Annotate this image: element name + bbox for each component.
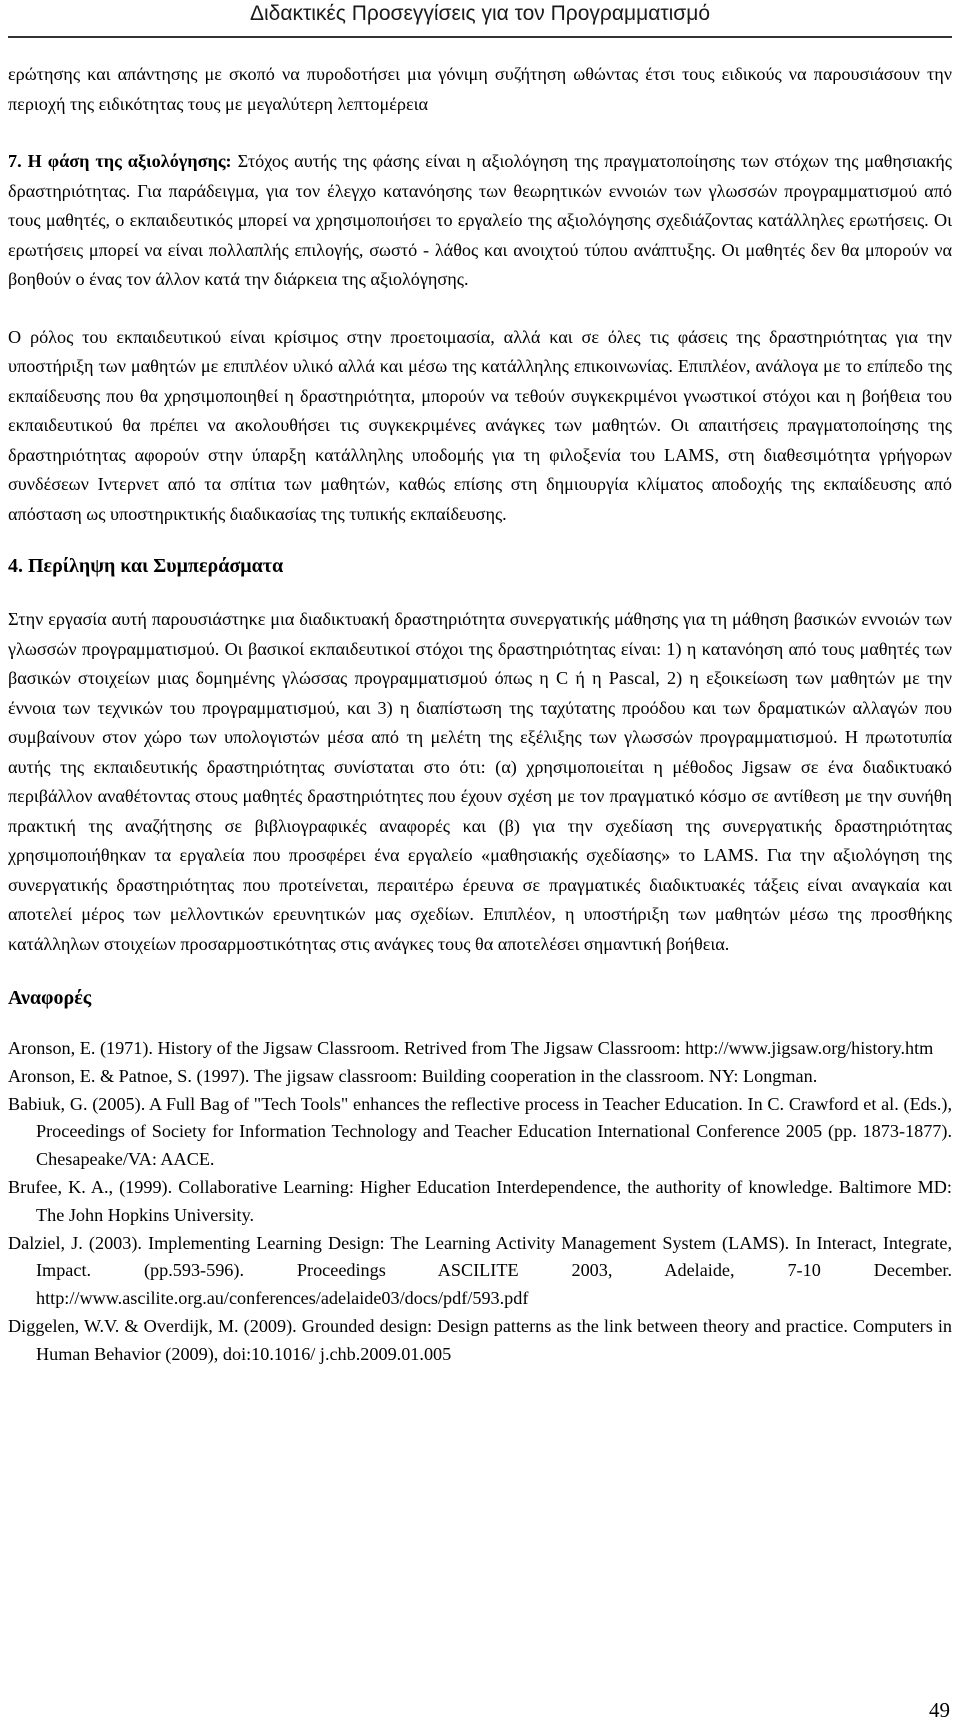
paragraph-evaluation-phase xyxy=(8,147,952,295)
page-content xyxy=(8,60,952,1369)
evaluation-phase-lead: 7. Η φάση της αξιολόγησης: xyxy=(8,151,232,171)
section-4-heading: 4. Περίληψη και Συμπεράσματα xyxy=(8,555,284,577)
reference-item: Aronson, E. & Patnoe, S. (1997). The jigsaw classroom: Building cooperation in the classroom. NY: Longman. xyxy=(8,1065,818,1086)
reference-item: Babiuk, G. (2005). A Full Bag of "Tech Tools" enhances the reflective process in Teacher Education. In C. Crawford et al. (Eds.), Proceedings of Society for Information Technology and Teacher Education International Conference 2005 (pp. 1873-1877). Chesapeake/VA: AACE. xyxy=(8,1093,952,1170)
reference-item: Aronson, E. (1971). History of the Jigsaw Classroom. Retrived from The Jigsaw Classroom: http://www.jigsaw.org/history.htm xyxy=(8,1038,934,1058)
reference-item: Dalziel, J. (2003). Implementing Learning Design: The Learning Activity Management System (LAMS). In Interact, Integrate, Impact. (pp.593-596). Proceedings ASCILITE 2003, Adelaide, 7-10 December. http://www.ascilite.org.au/conferences/adelaide03/docs/pdf/593.pdf xyxy=(8,1232,952,1309)
reference-item: Brufee, K. A., (1999). Collaborative Learning: Higher Education Interdependence, the authority of knowledge. Baltimore MD: The John Hopkins University. xyxy=(8,1176,952,1225)
running-header: Διδακτικές Προσεγγίσεις για τον Προγραμματισμό xyxy=(249,2,711,25)
page-number: 49 xyxy=(929,1698,950,1722)
header-rule xyxy=(8,36,952,38)
section-4-paragraph: Στην εργασία αυτή παρουσιάστηκε μια διαδικτυακή δραστηριότητα συνεργατικής μάθησης για τη μάθηση βασικών εννοιών των γλωσσών προγραμματισμού. Οι βασικοί εκπαιδευτικοί στόχοι της δραστηριότητας είναι: 1) η κατανόηση από τους μαθητές των βασικών στοιχείων μιας δομημένης γλώσσας προγραμματισμού όπως η C ή η Pascal, 2) η εξοικείωση των μαθητών με την έννοια των τεχνικών του προγραμματισμού, και 3) η διαπίστωση της ταχύτατης προόδου και των δραματικών αλλαγών που συμβαίνουν στον χώρο των υπολογιστών μέσα από τη μελέτη της εξέλιξης των γλωσσών προγραμματισμού. Η πρωτοτυπία αυτής της εκπαιδευτικής δραστηριότητας συνίσταται στο ότι: (α) χρησιμοποιείται η μέθοδος Jigsaw σε ένα διαδικτυακό περιβάλλον αναθέτοντας στους μαθητές δραστηριότητες που έχουν σχέση με τον πραγματικό κόσμο σε αντίθεση με την συνήθη πρακτική της αναζήτησης σε βιβλιογραφικές αναφορές και (β) για την σχεδίαση της συνεργατικής δραστηριότητας χρησιμοποιήθηκαν τα εργαλεία που προσφέρει ένα εργαλείο «μαθησιακής σχεδίασης» το LAMS. Για την αξιολόγηση της συνεργατικής δραστηριότητας που προτείνεται, περαιτέρω έρευνα σε πραγματικές διαδικτυακές τάξεις είναι αναγκαία και αποτελεί μέρος των μελλοντικών ερευνητικών μας σχεδίων. Επιπλέον, η υποστήριξη των μαθητών μέσω της προσθήκης κατάλληλων στοιχείων προσαρμοστικότητας στις ανάγκες τους θα αποτελέσει σημαντική βοήθεια. xyxy=(8,609,952,954)
paragraph-1: ερώτησης και απάντησης με σκοπό να πυροδοτήσει μια γόνιμη συζήτηση ωθώντας έτσι τους ειδικούς να παρουσιάσουν την περιοχή της ειδικότητας τους με μεγαλύτερη λεπτομέρεια xyxy=(8,64,952,114)
references-list xyxy=(8,1035,952,1369)
evaluation-phase-text: Στόχος αυτής της φάσης είναι η αξιολόγηση της πραγματοποίησης των στόχων της μαθησιακής δραστηριότητας. Για παράδειγμα, για τον έλεγχο κατανόησης των θεωρητικών εννοιών των γλωσσών προγραμματισμού από τους μαθητές, ο εκπαιδευτικός μπορεί να χρησιμοποιήσει το εργαλείο της αξιολόγησης σχεδιάζοντας κατάλληλες ερωτήσεις. Οι ερωτήσεις μπορεί να είναι πολλαπλής επιλογής, σωστό - λάθος και ανοιχτού τύπου ανάπτυξης. Οι μαθητές δεν θα μπορούν να βοηθούν ο ένας τον άλλον κατά την διάρκεια της αξιολόγησης. xyxy=(8,151,952,289)
paragraph-teacher-role: Ο ρόλος του εκπαιδευτικού είναι κρίσιμος στην προετοιμασία, αλλά και σε όλες τις φάσεις της δραστηριότητας για την υποστήριξη των μαθητών με επιπλέον υλικό αλλά και μέσω της κατάλληλης επικοινωνίας. Επιπλέον, ανάλογα με το επίπεδο της εκπαίδευσης που θα χρησιμοποιηθεί η δραστηριότητα, μπορούν να τεθούν συγκεκριμένοι γνωστικοί στόχοι και η βοήθεια του εκπαιδευτικού θα πρέπει να ακολουθήσει τις συγκεκριμένες ανάγκες των μαθητών. Οι απαιτήσεις πραγματοποίησης της δραστηριότητας αφορούν στην ύπαρξη κατάλληλης υποδομής για τη φιλοξενία του LAMS, στη διαθεσιμότητα γρήγορων συνδέσεων Ιντερνετ από τα σπίτια των μαθητών, καθώς επίσης στη δημιουργία κλίματος αποδοχής της εκπαίδευσης από απόσταση ως υποστηρικτικής διαδικασίας της τυπικής εκπαίδευσης. xyxy=(8,326,952,524)
reference-item: Diggelen, W.V. & Overdijk, M. (2009). Grounded design: Design patterns as the link between theory and practice. Computers in Human Behavior (2009), doi:10.1016/ j.chb.2009.01.005 xyxy=(8,1315,952,1364)
references-heading: Αναφορές xyxy=(8,987,92,1009)
